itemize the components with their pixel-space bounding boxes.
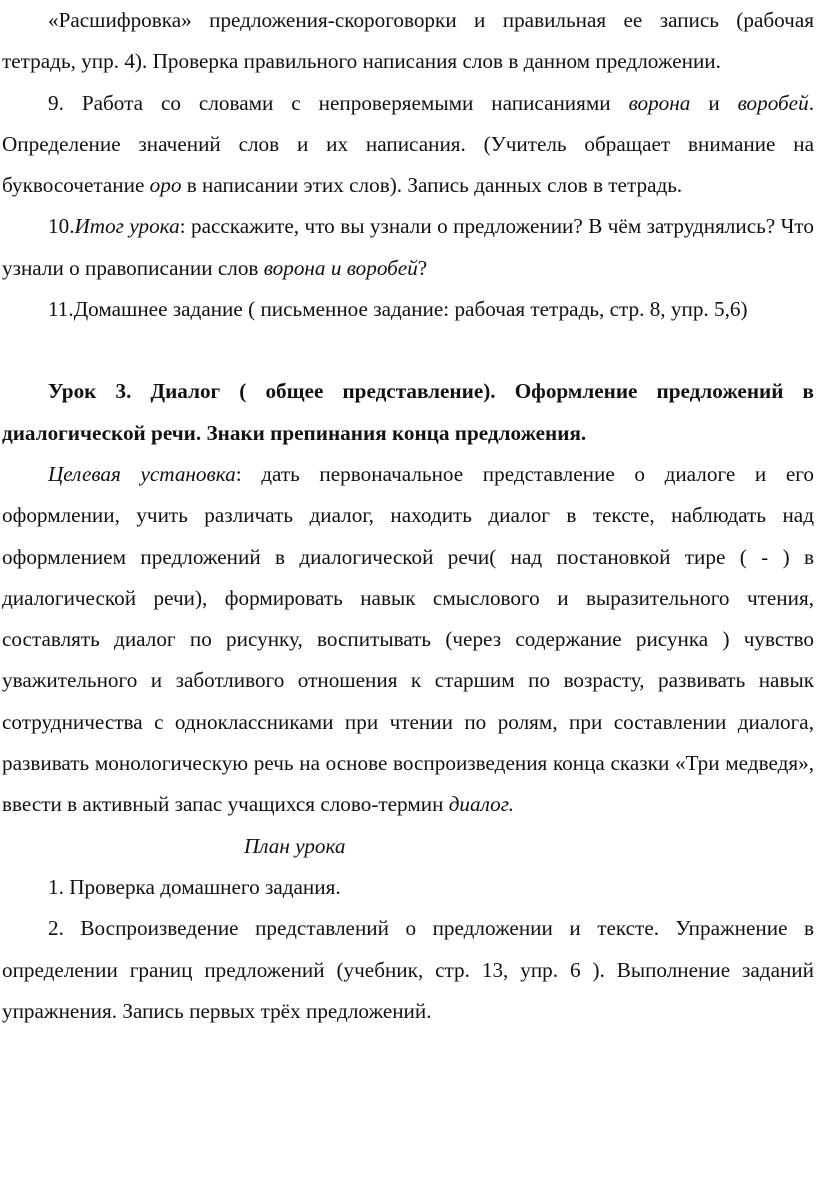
letter-combo-oro: оро <box>149 173 182 198</box>
paragraph-goal <box>2 454 814 826</box>
item9-suffix: в написании этих слов). Запись данных слов в тетрадь. <box>181 173 683 198</box>
item10-number: 10. <box>48 214 75 239</box>
word-vorona: ворона <box>628 90 691 115</box>
word-vorobey: воробей <box>737 90 809 115</box>
item9-mid: . Определение значений слов и их написания. (Учитель обращает внимание на буквосочетание <box>2 90 814 198</box>
lesson-heading: Урок 3. Диалог ( общее представление). Оформление предложений в диалогической речи. Знаки препинания конца предложения. <box>2 379 814 445</box>
item9-prefix: 9. Работа со словами с непроверяемыми написаниями <box>48 90 629 115</box>
paragraph-decoding: «Расшифровка» предложения-скороговорки и правильная ее запись (рабочая тетрадь, упр. 4). Проверка правильного написания слов в данном предложении. <box>2 8 814 74</box>
lesson-summary-label: Итог урока <box>74 214 180 239</box>
plan-item-1: 1. Проверка домашнего задания. <box>48 874 341 899</box>
item9-and: и <box>690 90 738 115</box>
paragraph-item-10 <box>2 206 814 289</box>
plan-title: План урока <box>244 833 346 858</box>
paragraph-item-9 <box>2 83 814 207</box>
term-dialog: диалог. <box>448 792 514 817</box>
goal-label: Целевая установка <box>48 461 236 486</box>
goal-text: : дать первоначальное представление о диалоге и его оформлении, учить различать диалог, находить диалог в тексте, наблюдать над оформлением предложений в диалогической речи( над постановкой тире ( - ) в диалогической речи), формировать навык смыслового и выразительного чтения, составлять диалог по рисунку, воспитывать (через содержание рисунка ) чувство уважительного и заботливого отношения к старшим по возрасту, развивать навык сотрудничества с одноклассниками при чтении по ролям, при составлении диалога, развивать монологическую речь на основе воспроизведения конца сказки «Три медведя», ввести в активный запас учащихся слово-термин <box>2 461 814 817</box>
plan-item-2: 2. Воспроизведение представлений о предложении и тексте. Упражнение в определении границ предложений (учебник, стр. 13, упр. 6 ). Выполнение заданий упражнения. Запись первых трёх предложений. <box>2 916 814 1023</box>
item10-text: : расскажите, что вы узнали о предложении? В чём затруднялись? Что узнали о правописании слов <box>2 214 814 280</box>
item10-words: ворона и воробей <box>263 255 418 280</box>
spacer <box>2 330 814 371</box>
item10-end: ? <box>417 255 428 280</box>
paragraph-item-11: 11.Домашнее задание ( письменное задание: рабочая тетрадь, стр. 8, упр. 5,6) <box>48 297 748 322</box>
